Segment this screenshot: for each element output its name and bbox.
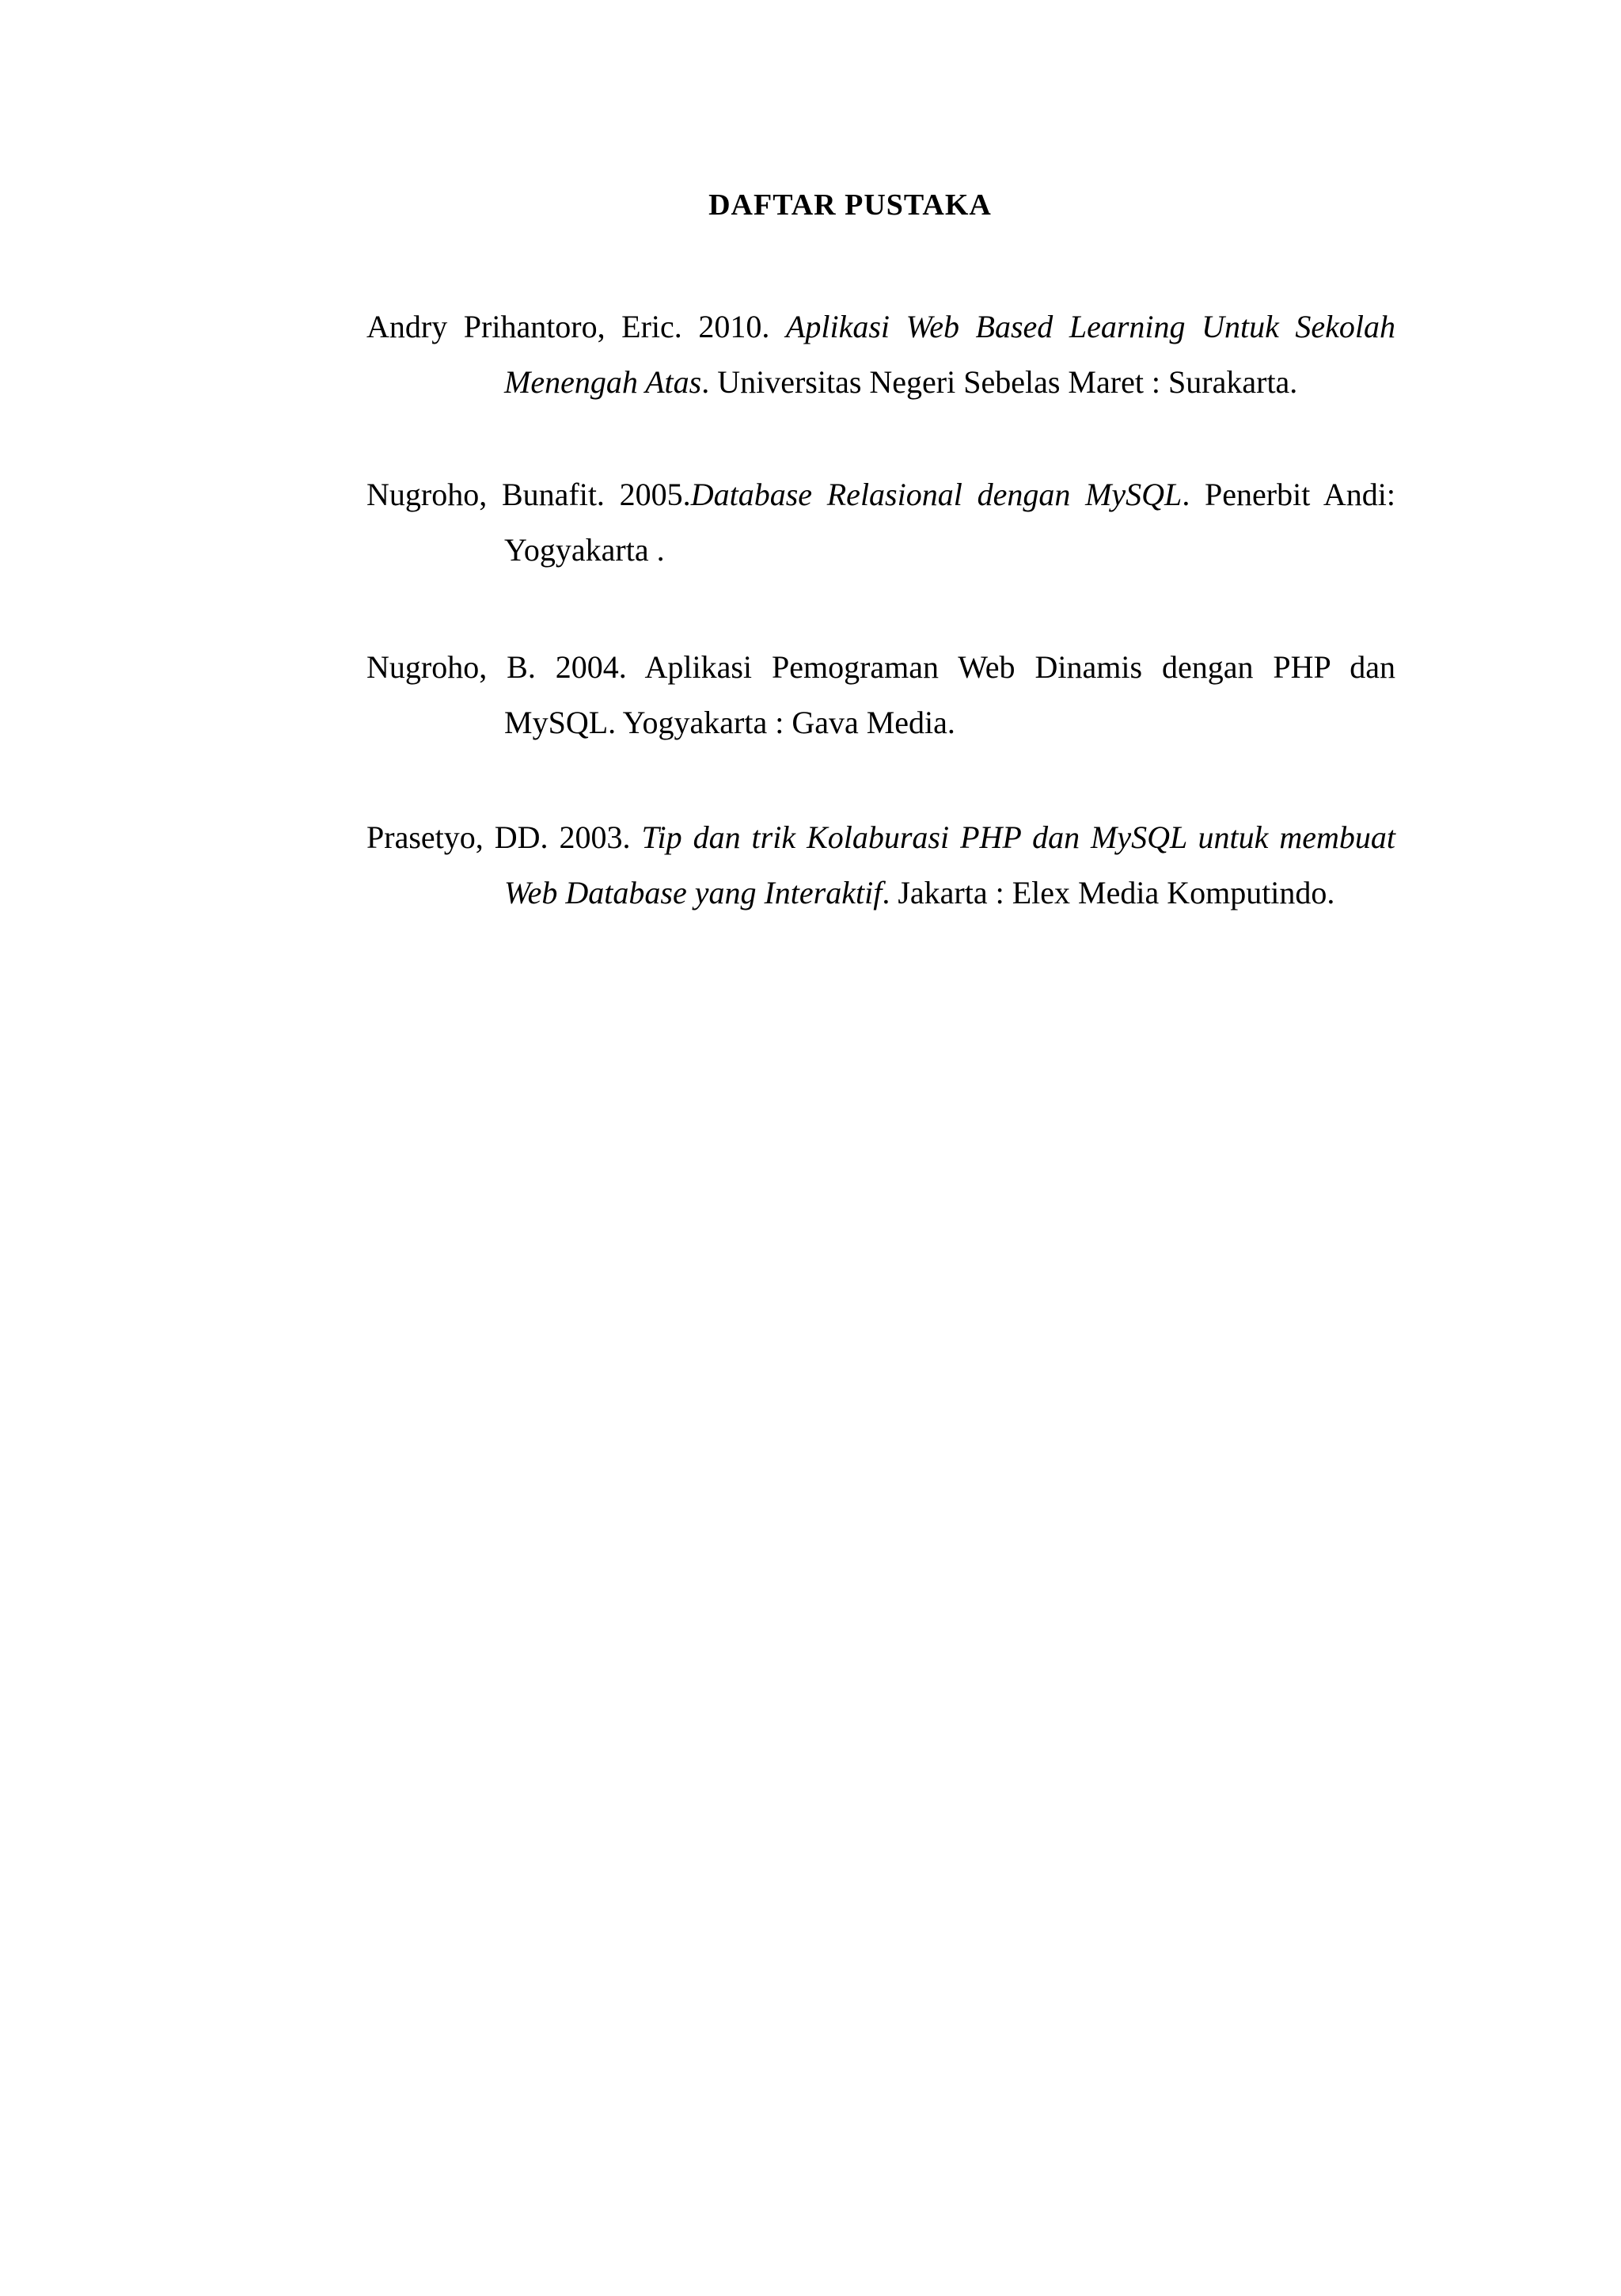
reference-title: Aplikasi Web Based Learning Untuk Sekolah Menengah Atas [504,309,1395,400]
reference-entry [366,640,1395,751]
reference-entry [366,810,1395,921]
reference-publisher: . Universitas Negeri Sebelas Maret : Surakarta. [701,364,1298,400]
reference-publisher: . Jakarta : Elex Media Komputindo. [882,875,1335,910]
reference-publisher: . Penerbit Andi: Yogyakarta . [504,477,1396,568]
page-title: DAFTAR PUSTAKA [708,188,992,222]
reference-author-year: Andry Prihantoro, Eric. 2010. [366,309,786,344]
reference-author-year: Prasetyo, DD. 2003. [366,819,642,855]
reference-title: Tip dan trik Kolaburasi PHP dan MySQL untuk membuat Web Database yang Interaktif [504,819,1395,910]
reference-publisher: Aplikasi Pemograman Web Dinamis dengan PHP dan MySQL. Yogyakarta : Gava Media. [504,649,1396,740]
reference-author-year: Nugroho, Bunafit. 2005. [366,477,691,512]
reference-author-year: Nugroho, B. 2004. [366,649,645,685]
reference-entry [366,467,1395,578]
reference-entry [366,299,1395,410]
reference-title: Database Relasional dengan MySQL [690,477,1183,512]
